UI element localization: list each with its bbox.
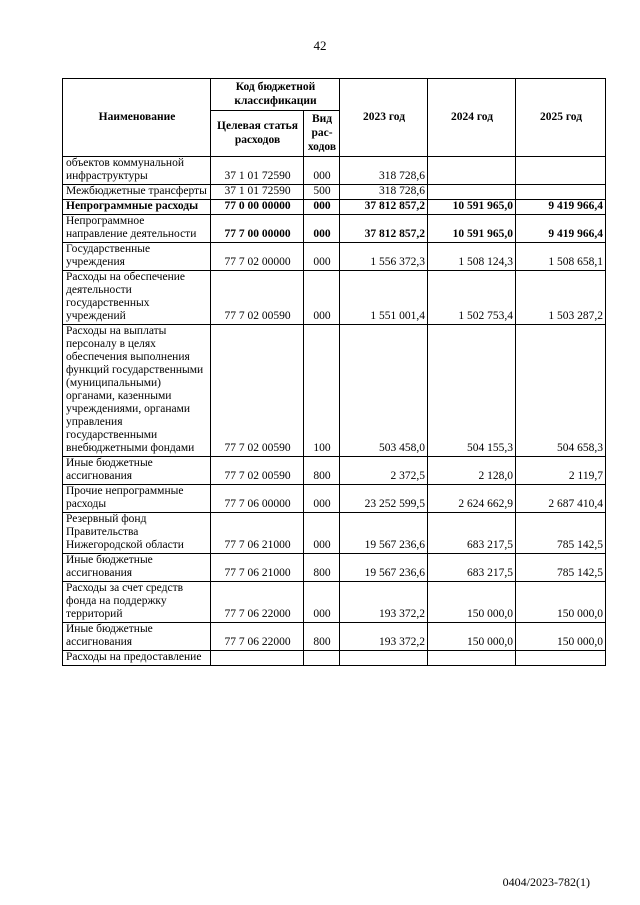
row-value-2023: 2 372,5 — [340, 457, 428, 485]
row-value-2025 — [516, 157, 606, 185]
row-target-code: 77 7 06 21000 — [211, 554, 304, 582]
row-value-2025: 150 000,0 — [516, 623, 606, 651]
header-2025: 2025 год — [516, 79, 606, 157]
row-name: Непрограммное направление деятельности — [63, 215, 211, 243]
row-value-2024: 150 000,0 — [428, 582, 516, 623]
row-value-2024: 2 128,0 — [428, 457, 516, 485]
row-value-2024: 2 624 662,9 — [428, 485, 516, 513]
table-row — [63, 185, 606, 200]
row-value-2024: 504 155,3 — [428, 325, 516, 457]
row-value-2024: 1 508 124,3 — [428, 243, 516, 271]
row-value-2023: 318 728,6 — [340, 185, 428, 200]
row-value-2023 — [340, 651, 428, 666]
row-name: Расходы на обеспечение деятельности государственных учреждений — [63, 271, 211, 325]
row-value-2023: 37 812 857,2 — [340, 215, 428, 243]
page-number: 42 — [313, 38, 327, 53]
row-value-2024: 683 217,5 — [428, 554, 516, 582]
row-name: Иные бюджетные ассигнования — [63, 623, 211, 651]
row-expense-type: 500 — [304, 185, 340, 200]
row-value-2025: 2 119,7 — [516, 457, 606, 485]
row-name: объектов коммунальной инфраструктуры — [63, 157, 211, 185]
table-row — [63, 513, 606, 554]
table-row — [63, 157, 606, 185]
header-2023: 2023 год — [340, 79, 428, 157]
row-value-2025: 9 419 966,4 — [516, 215, 606, 243]
row-value-2023: 503 458,0 — [340, 325, 428, 457]
row-target-code: 77 7 02 00000 — [211, 243, 304, 271]
row-value-2025: 1 508 658,1 — [516, 243, 606, 271]
row-name: Расходы на предоставление — [63, 651, 211, 666]
row-value-2024: 10 591 965,0 — [428, 200, 516, 215]
row-value-2025: 9 419 966,4 — [516, 200, 606, 215]
row-target-code: 77 7 06 00000 — [211, 485, 304, 513]
table-row — [63, 243, 606, 271]
table-row — [63, 200, 606, 215]
row-value-2024: 683 217,5 — [428, 513, 516, 554]
row-value-2024 — [428, 157, 516, 185]
header-code-group: Код бюджетной классификации — [211, 79, 340, 111]
row-name: Государственные учреждения — [63, 243, 211, 271]
row-name: Иные бюджетные ассигнования — [63, 457, 211, 485]
row-target-code: 77 7 02 00590 — [211, 457, 304, 485]
header-target-article: Целевая статья расходов — [211, 111, 304, 157]
row-target-code: 77 7 06 21000 — [211, 513, 304, 554]
row-value-2025 — [516, 651, 606, 666]
row-value-2023: 23 252 599,5 — [340, 485, 428, 513]
row-value-2025: 1 503 287,2 — [516, 271, 606, 325]
table-body — [63, 157, 606, 666]
row-target-code: 77 7 06 22000 — [211, 582, 304, 623]
table-row — [63, 651, 606, 666]
budget-table — [62, 78, 606, 666]
row-value-2023: 1 551 001,4 — [340, 271, 428, 325]
row-expense-type: 000 — [304, 513, 340, 554]
row-value-2023: 19 567 236,6 — [340, 513, 428, 554]
row-value-2024: 150 000,0 — [428, 623, 516, 651]
row-expense-type: 800 — [304, 457, 340, 485]
row-value-2025: 150 000,0 — [516, 582, 606, 623]
row-expense-type — [304, 651, 340, 666]
row-name: Расходы за счет средств фонда на поддержку территорий — [63, 582, 211, 623]
row-expense-type: 000 — [304, 243, 340, 271]
row-target-code: 77 7 02 00590 — [211, 271, 304, 325]
header-expense-type: Вид рас-ходов — [304, 111, 340, 157]
table-row — [63, 215, 606, 243]
table-row — [63, 554, 606, 582]
row-expense-type: 800 — [304, 623, 340, 651]
table-row — [63, 623, 606, 651]
row-value-2024: 10 591 965,0 — [428, 215, 516, 243]
row-name: Иные бюджетные ассигнования — [63, 554, 211, 582]
row-target-code: 37 1 01 72590 — [211, 157, 304, 185]
row-expense-type: 000 — [304, 485, 340, 513]
row-expense-type: 100 — [304, 325, 340, 457]
row-value-2024 — [428, 651, 516, 666]
row-value-2025: 504 658,3 — [516, 325, 606, 457]
row-value-2024: 1 502 753,4 — [428, 271, 516, 325]
row-name: Непрограммные расходы — [63, 200, 211, 215]
row-value-2025: 785 142,5 — [516, 513, 606, 554]
row-value-2023: 37 812 857,2 — [340, 200, 428, 215]
row-value-2025 — [516, 185, 606, 200]
row-value-2025: 785 142,5 — [516, 554, 606, 582]
header-2024: 2024 год — [428, 79, 516, 157]
row-expense-type: 000 — [304, 157, 340, 185]
row-target-code: 77 7 00 00000 — [211, 215, 304, 243]
row-value-2024 — [428, 185, 516, 200]
row-value-2023: 19 567 236,6 — [340, 554, 428, 582]
document-id: 0404/2023-782(1) — [502, 875, 590, 889]
row-expense-type: 000 — [304, 271, 340, 325]
row-target-code: 77 0 00 00000 — [211, 200, 304, 215]
row-value-2023: 318 728,6 — [340, 157, 428, 185]
row-target-code — [211, 651, 304, 666]
table-row — [63, 325, 606, 457]
row-value-2023: 193 372,2 — [340, 623, 428, 651]
row-name: Расходы на выплаты персоналу в целях обеспечения выполнения функций государственными (муниципальными) органами, казенными учреждениями, органами управления государственными внебюджетными фондами — [63, 325, 211, 457]
row-target-code: 77 7 06 22000 — [211, 623, 304, 651]
table-row — [63, 582, 606, 623]
row-target-code: 77 7 02 00590 — [211, 325, 304, 457]
row-value-2023: 1 556 372,3 — [340, 243, 428, 271]
row-name: Прочие непрограммные расходы — [63, 485, 211, 513]
row-expense-type: 000 — [304, 582, 340, 623]
row-expense-type: 000 — [304, 200, 340, 215]
table-row — [63, 457, 606, 485]
row-expense-type: 000 — [304, 215, 340, 243]
table-row — [63, 485, 606, 513]
row-name: Межбюджетные трансферты — [63, 185, 211, 200]
row-expense-type: 800 — [304, 554, 340, 582]
row-target-code: 37 1 01 72590 — [211, 185, 304, 200]
row-value-2023: 193 372,2 — [340, 582, 428, 623]
row-value-2025: 2 687 410,4 — [516, 485, 606, 513]
table-row — [63, 271, 606, 325]
header-name: Наименование — [63, 79, 211, 157]
row-name: Резервный фонд Правительства Нижегородской области — [63, 513, 211, 554]
